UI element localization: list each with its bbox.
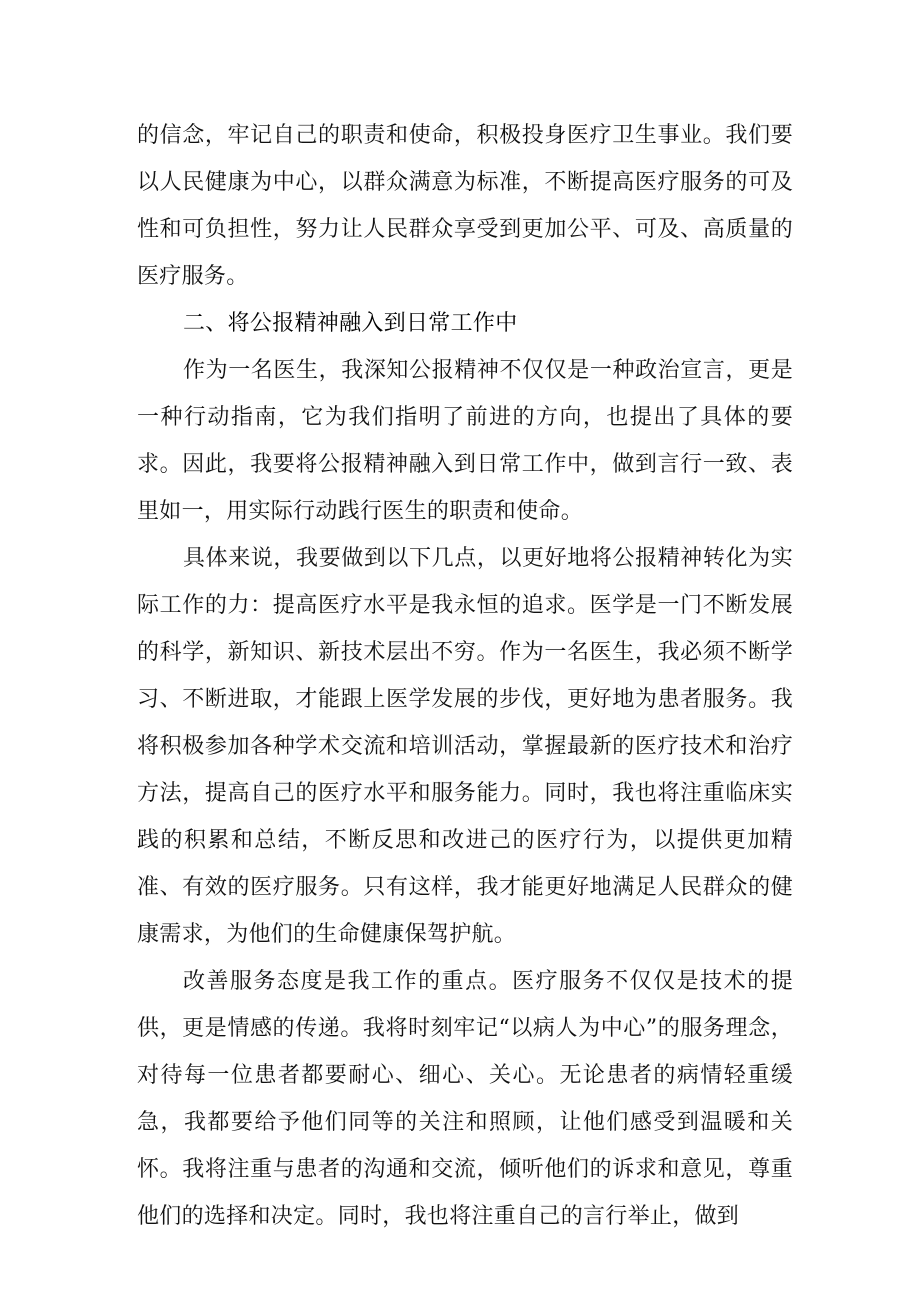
document-body — [137, 112, 793, 1240]
section-heading: 二、将公报精神融入到日常工作中 — [183, 311, 518, 336]
paragraph: 作为一名医生，我深知公报精神不仅仅是一种政治宣言，更是一种行动指南，它为我们指明了前进的方向，也提出了具体的要求。因此，我要将公报精神融入到日常工作中，做到言行一致、表里如一，用实际行动践行医生的职责和使命。 — [137, 358, 793, 524]
paragraph: 改善服务态度是我工作的重点。医疗服务不仅仅是技术的提供，更是情感的传递。我将时刻牢记“以病人为中心”的服务理念，对待每一位患者都要耐心、细心、关心。无论患者的病情轻重缓急，我都要给予他们同等的关注和照顾，让他们感受到温暖和关怀。我将注重与患者的沟通和交流，倾听他们的诉求和意见，尊重他们的选择和决定。同时，我也将注重自己的言行举止，做到 — [137, 969, 793, 1229]
paragraph-continuation: 的信念，牢记自己的职责和使命，积极投身医疗卫生事业。我们要以人民健康为中心，以群众满意为标准，不断提高医疗服务的可及性和可负担性，努力让人民群众享受到更加公平、可及、高质量的医疗服务。 — [137, 123, 793, 289]
paragraph: 具体来说，我要做到以下几点，以更好地将公报精神转化为实际工作的力：提高医疗水平是我永恒的追求。医学是一门不断发展的科学，新知识、新技术层出不穷。作为一名医生，我必须不断学习、不断进取，才能跟上医学发展的步伐，更好地为患者服务。我将积极参加各种学术交流和培训活动，掌握最新的医疗技术和治疗方法，提高自己的医疗水平和服务能力。同时，我也将注重临床实践的积累和总结，不断反思和改进己的医疗行为，以提供更加精准、有效的医疗服务。只有这样，我才能更好地满足人民群众的健康需求，为他们的生命健康保驾护航。 — [137, 546, 793, 947]
